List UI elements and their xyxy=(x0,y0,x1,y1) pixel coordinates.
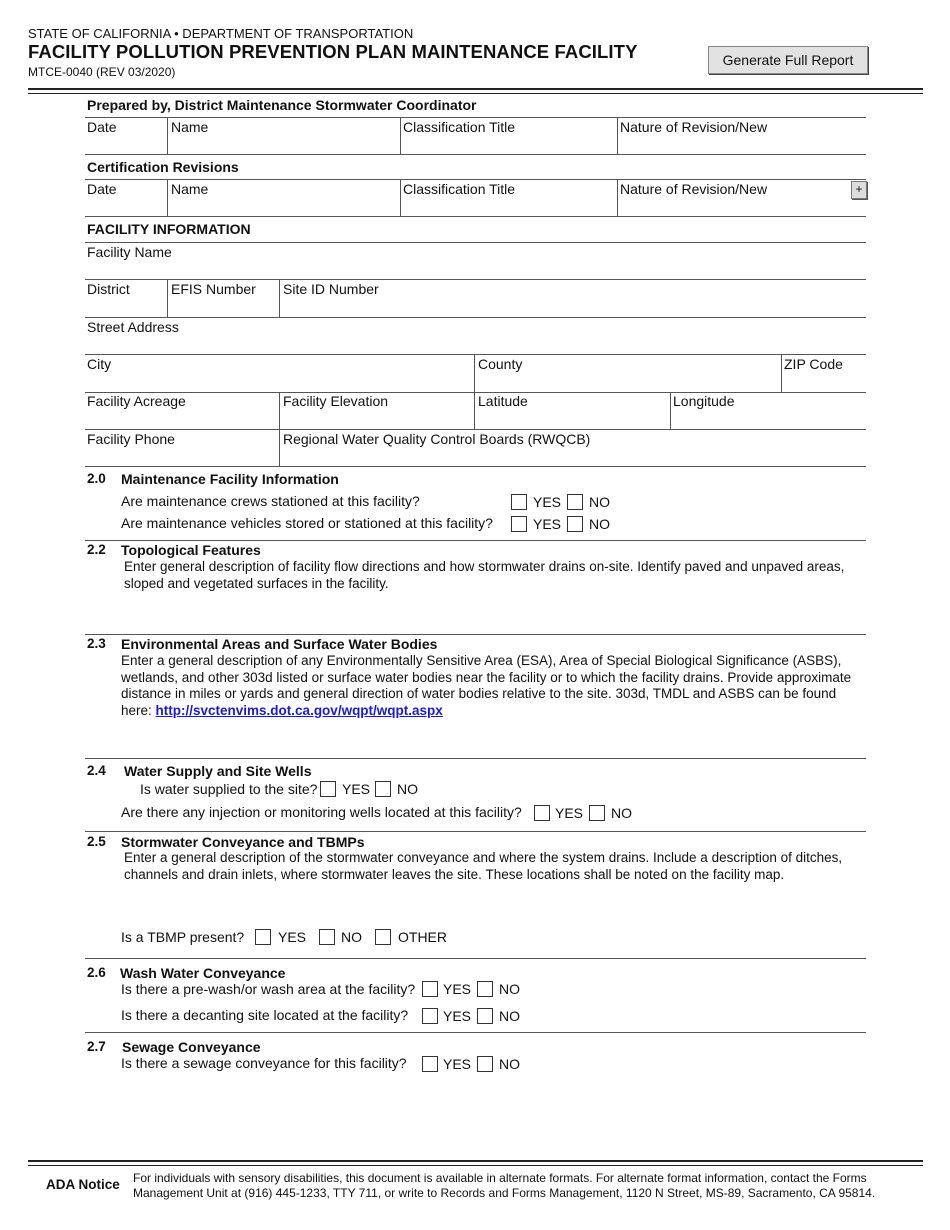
section-number: 2.6 xyxy=(87,965,106,980)
acreage-field[interactable]: Facility Acreage xyxy=(87,393,186,409)
footer-divider-thin xyxy=(28,1165,923,1166)
section-number: 2.3 xyxy=(87,636,106,651)
wash-yes-checkbox[interactable] xyxy=(422,981,438,997)
vehicles-question: Are maintenance vehicles stored or stationed at this facility? xyxy=(121,515,493,531)
cert-classification-field[interactable]: Classification Title xyxy=(403,181,516,197)
wells-no-checkbox[interactable] xyxy=(589,805,605,821)
no-label: NO xyxy=(589,494,610,510)
efis-number-field[interactable]: EFIS Number xyxy=(171,281,256,297)
header-divider xyxy=(28,88,923,90)
divider xyxy=(400,179,401,216)
add-revision-button[interactable]: + xyxy=(851,181,867,199)
county-field[interactable]: County xyxy=(478,356,523,372)
yes-label: YES xyxy=(278,929,307,945)
cert-bottom-line xyxy=(85,216,866,217)
yes-label: YES xyxy=(533,516,562,532)
agency-line: STATE OF CALIFORNIA • DEPARTMENT OF TRANSPORTATION xyxy=(28,26,414,41)
cert-name-field[interactable]: Name xyxy=(171,181,209,197)
wash-area-question: Is there a pre-wash/or wash area at the facility? xyxy=(121,981,416,997)
prepared-name-field[interactable]: Name xyxy=(171,119,209,135)
certification-heading: Certification Revisions xyxy=(87,159,239,175)
vehicles-yes-checkbox[interactable] xyxy=(511,516,527,532)
form-number: MTCE-0040 (REV 03/2020) xyxy=(28,65,176,79)
sewage-yes-checkbox[interactable] xyxy=(422,1056,438,1072)
rwqcb-field[interactable]: Regional Water Quality Control Boards (RWQCB) xyxy=(283,431,591,447)
section-number: 2.5 xyxy=(87,834,106,849)
no-label: NO xyxy=(611,805,632,821)
yes-label: YES xyxy=(342,781,371,797)
section-number: 2.4 xyxy=(87,763,106,778)
divider xyxy=(167,117,168,154)
section-2-5-title: Stormwater Conveyance and TBMPs xyxy=(121,834,365,850)
water-yes-checkbox[interactable] xyxy=(320,781,336,797)
street-address-field[interactable]: Street Address xyxy=(87,319,179,335)
sewage-no-checkbox[interactable] xyxy=(477,1056,493,1072)
prepared-nature-field[interactable]: Nature of Revision/New xyxy=(620,119,768,135)
divider xyxy=(617,179,618,216)
topological-description[interactable]: Enter general description of facility flow directions and how stormwater drains on-site. Identify paved and unpaved areas, sloped and vegetated surfaces in the facility. xyxy=(124,559,845,591)
prepared-date-field[interactable]: Date xyxy=(87,119,117,135)
decanting-question: Is there a decanting site located at the facility? xyxy=(121,1007,409,1023)
city-field[interactable]: City xyxy=(87,356,112,372)
wqpt-link[interactable]: http://svctenvims.dot.ca.gov/wqpt/wqpt.aspx xyxy=(155,702,443,718)
rule xyxy=(85,279,866,280)
cert-nature-field[interactable]: Nature of Revision/New xyxy=(620,181,768,197)
cert-date-field[interactable]: Date xyxy=(87,181,117,197)
phone-field[interactable]: Facility Phone xyxy=(87,431,175,447)
generate-report-button[interactable]: Generate Full Report xyxy=(708,46,868,74)
divider xyxy=(279,279,280,317)
prepared-classification-field[interactable]: Classification Title xyxy=(403,119,516,135)
longitude-field[interactable]: Longitude xyxy=(673,393,735,409)
prepared-heading: Prepared by, District Maintenance Stormwater Coordinator xyxy=(87,97,477,113)
yes-label: YES xyxy=(555,805,584,821)
no-label: NO xyxy=(499,1056,520,1072)
tbmp-question: Is a TBMP present? xyxy=(121,929,245,945)
water-supply-question: Is water supplied to the site? xyxy=(140,781,318,797)
elevation-field[interactable]: Facility Elevation xyxy=(283,393,389,409)
section-2-0-title: Maintenance Facility Information xyxy=(121,471,339,487)
site-id-field[interactable]: Site ID Number xyxy=(283,281,379,297)
water-no-checkbox[interactable] xyxy=(375,781,391,797)
rule xyxy=(85,317,866,318)
yes-label: YES xyxy=(443,1008,472,1024)
rule xyxy=(85,392,866,393)
section-number: 2.7 xyxy=(87,1039,106,1054)
divider xyxy=(167,179,168,216)
yes-label: YES xyxy=(533,494,562,510)
rule xyxy=(85,354,866,355)
section-number: 2.0 xyxy=(87,471,106,486)
sewage-question: Is there a sewage conveyance for this facility? xyxy=(121,1055,407,1071)
no-label: NO xyxy=(341,929,362,945)
divider xyxy=(167,279,168,317)
tbmp-no-checkbox[interactable] xyxy=(319,929,335,945)
wells-question: Are there any injection or monitoring wells located at this facility? xyxy=(121,804,522,820)
page-title: FACILITY POLLUTION PREVENTION PLAN MAINTENANCE FACILITY xyxy=(28,41,638,62)
divider xyxy=(279,429,280,466)
no-label: NO xyxy=(499,981,520,997)
tbmp-yes-checkbox[interactable] xyxy=(255,929,271,945)
divider xyxy=(279,392,280,429)
wash-no-checkbox[interactable] xyxy=(477,981,493,997)
divider xyxy=(670,392,671,429)
facility-heading: FACILITY INFORMATION xyxy=(87,221,251,237)
rule xyxy=(85,634,866,635)
rule xyxy=(85,540,866,541)
crews-no-checkbox[interactable] xyxy=(567,494,583,510)
cert-top-line xyxy=(85,179,866,180)
rule xyxy=(85,1032,866,1033)
rule xyxy=(85,429,866,430)
zip-code-field[interactable]: ZIP Code xyxy=(784,356,843,372)
divider xyxy=(474,354,475,392)
section-2-6-title: Wash Water Conveyance xyxy=(120,965,286,981)
rule xyxy=(85,466,866,467)
no-label: NO xyxy=(499,1008,520,1024)
decanting-no-checkbox[interactable] xyxy=(477,1008,493,1024)
wells-yes-checkbox[interactable] xyxy=(534,805,550,821)
conveyance-description[interactable]: Enter a general description of the stormwater conveyance and where the system drains. Include a description of ditches, channels and drain inlets, where stormwater leaves the site. These locations shall be noted on the facility map. xyxy=(124,850,843,882)
other-label: OTHER xyxy=(398,929,447,945)
environmental-text: Enter a general description of any Environmentally Sensitive Area (ESA), Area of Special Biological Significance (ASBS), wetlands, and other 303d listed or surface water bodies near the facility or to which the facility drains. Provide approximate distance in miles or yards and general direction of water bodies relative to the site. 303d, TMDL and ASBS can be found here: xyxy=(121,653,852,718)
rule xyxy=(85,242,866,243)
no-label: NO xyxy=(589,516,610,532)
footer-divider xyxy=(28,1160,923,1162)
divider xyxy=(781,354,782,392)
prepared-bottom-line xyxy=(85,154,866,155)
section-number: 2.2 xyxy=(87,542,106,557)
rule xyxy=(85,958,866,959)
ada-notice-text: For individuals with sensory disabilities, this document is available in alternate formats. For alternate format information, contact the Forms Management Unit at (916) 445-1233, TTY 711, or write to Records and Forms Management, 1120 N Street, MS-89, Sacramento, CA 95814. xyxy=(133,1171,876,1200)
facility-name-field[interactable]: Facility Name xyxy=(87,244,172,260)
crews-yes-checkbox[interactable] xyxy=(511,494,527,510)
header-divider-thin xyxy=(28,93,923,94)
section-2-2-title: Topological Features xyxy=(121,542,261,558)
decanting-yes-checkbox[interactable] xyxy=(422,1008,438,1024)
ada-notice-label: ADA Notice xyxy=(46,1177,120,1192)
divider xyxy=(400,117,401,154)
yes-label: YES xyxy=(443,981,472,997)
no-label: NO xyxy=(397,781,418,797)
vehicles-no-checkbox[interactable] xyxy=(567,516,583,532)
crews-question: Are maintenance crews stationed at this facility? xyxy=(121,493,420,509)
divider xyxy=(617,117,618,154)
prepared-top-line xyxy=(85,117,866,118)
district-field[interactable]: District xyxy=(87,281,130,297)
section-2-3-title: Environmental Areas and Surface Water Bodies xyxy=(121,636,438,652)
divider xyxy=(474,392,475,429)
rule xyxy=(85,758,866,759)
latitude-field[interactable]: Latitude xyxy=(478,393,528,409)
environmental-description[interactable] xyxy=(121,653,866,719)
tbmp-other-checkbox[interactable] xyxy=(375,929,391,945)
section-2-4-title: Water Supply and Site Wells xyxy=(124,763,312,779)
rule xyxy=(85,831,866,832)
yes-label: YES xyxy=(443,1056,472,1072)
section-2-7-title: Sewage Conveyance xyxy=(122,1039,261,1055)
